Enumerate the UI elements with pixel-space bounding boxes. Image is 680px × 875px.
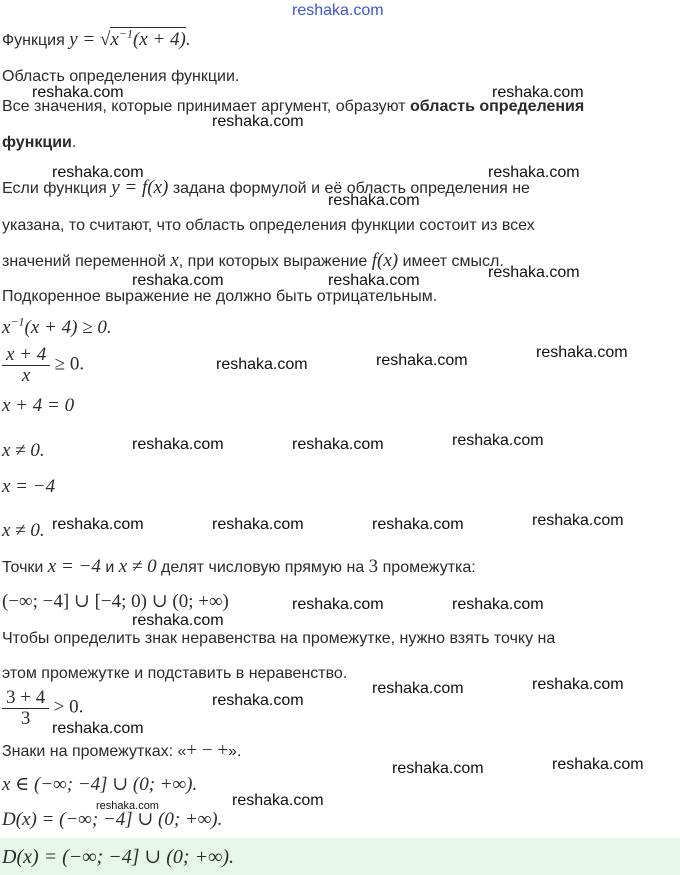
- watermark: reshaka.com: [292, 436, 384, 453]
- watermark: reshaka.com: [52, 164, 144, 181]
- watermark: reshaka.com: [132, 272, 224, 289]
- watermark: reshaka.com: [328, 192, 420, 209]
- choose-text-2: этом промежутке и подставить в неравенство.: [2, 665, 348, 682]
- domain-title: Область определения функции.: [2, 68, 240, 85]
- watermark: reshaka.com: [328, 272, 420, 289]
- watermark: reshaka.com: [212, 516, 304, 533]
- watermark: reshaka.com: [452, 596, 544, 613]
- signs-line: Знаки на промежутках: «+ − +».: [2, 740, 242, 761]
- watermark: reshaka.com: [52, 720, 144, 737]
- domain-term: область определения: [410, 98, 585, 115]
- watermark: reshaka.com: [376, 352, 468, 369]
- function-formula: $y = √x^{-1}(x + 4)$.: [69, 26, 191, 50]
- equation-1: x + 4 = 0: [2, 395, 75, 416]
- domain-definition: Все значения, которые принимает аргумент, образуют область определения: [2, 98, 585, 115]
- domain-result: D(x) = (−∞; −4] ∪ (0; +∞).: [2, 809, 223, 830]
- function-line: [2, 26, 191, 51]
- watermark: reshaka.com: [232, 792, 324, 809]
- rule-line-1: Если функция y = f(x) задана формулой и её область определения не: [2, 177, 530, 198]
- watermark: reshaka.com: [372, 516, 464, 533]
- watermark: reshaka.com: [488, 164, 580, 181]
- function-label: Функция: [2, 32, 65, 49]
- watermark: reshaka.com: [552, 756, 644, 773]
- watermark: reshaka.com: [212, 692, 304, 709]
- radicand-text: Подкоренное выражение не должно быть отрицательным.: [2, 288, 438, 305]
- watermark: reshaka.com: [532, 676, 624, 693]
- equation-2: x = −4: [2, 476, 56, 497]
- inequality-1: $x^{-1}(x + 4) \ge 0$.: [2, 314, 112, 338]
- watermark: reshaka.com: [292, 596, 384, 613]
- intervals: (−∞; −4] ∪ [−4; 0) ∪ (0; +∞): [2, 591, 229, 612]
- answer-box: [0, 838, 680, 875]
- watermark: reshaka.com: [492, 84, 584, 101]
- watermark: reshaka.com: [132, 612, 224, 629]
- answer-text: D(x) = (−∞; −4] ∪ (0; +∞).: [2, 846, 234, 868]
- domain-definition-cont: функции.: [2, 134, 77, 151]
- watermark-small: reshaka.com: [96, 800, 159, 812]
- fraction-inequality-2: $\frac{3 + 4}{3}$ > 0.: [2, 688, 83, 729]
- watermark: reshaka.com: [372, 680, 464, 697]
- not-equal-2: x ≠ 0.: [2, 520, 45, 541]
- points-text: Точки x = −4 и x ≠ 0 делят числовую прямую на 3 промежутка:: [2, 556, 476, 577]
- x-in-set: x ∈ (−∞; −4] ∪ (0; +∞).: [2, 774, 198, 795]
- watermark: reshaka.com: [216, 356, 308, 373]
- watermark: reshaka.com: [532, 512, 624, 529]
- watermark: reshaka.com: [392, 760, 484, 777]
- watermark-top: reshaka.com: [292, 2, 384, 19]
- choose-text-1: Чтобы определить знак неравенства на промежутке, нужно взять точку на: [2, 630, 556, 647]
- watermark: reshaka.com: [132, 436, 224, 453]
- watermark: reshaka.com: [52, 516, 144, 533]
- rule-line-3: значений переменной x, при которых выражение f(x) имеет смысл.: [2, 250, 504, 271]
- rule-line-2: указана, то считают, что область определения функции состоит из всех: [2, 217, 535, 234]
- watermark: reshaka.com: [488, 264, 580, 281]
- watermark: reshaka.com: [32, 84, 124, 101]
- fraction-inequality-1: $\frac{x + 4}{x}$ ≥ 0.: [2, 345, 84, 386]
- watermark: reshaka.com: [536, 344, 628, 361]
- watermark: reshaka.com: [452, 432, 544, 449]
- not-equal-1: x ≠ 0.: [2, 440, 45, 461]
- watermark: reshaka.com: [212, 113, 304, 130]
